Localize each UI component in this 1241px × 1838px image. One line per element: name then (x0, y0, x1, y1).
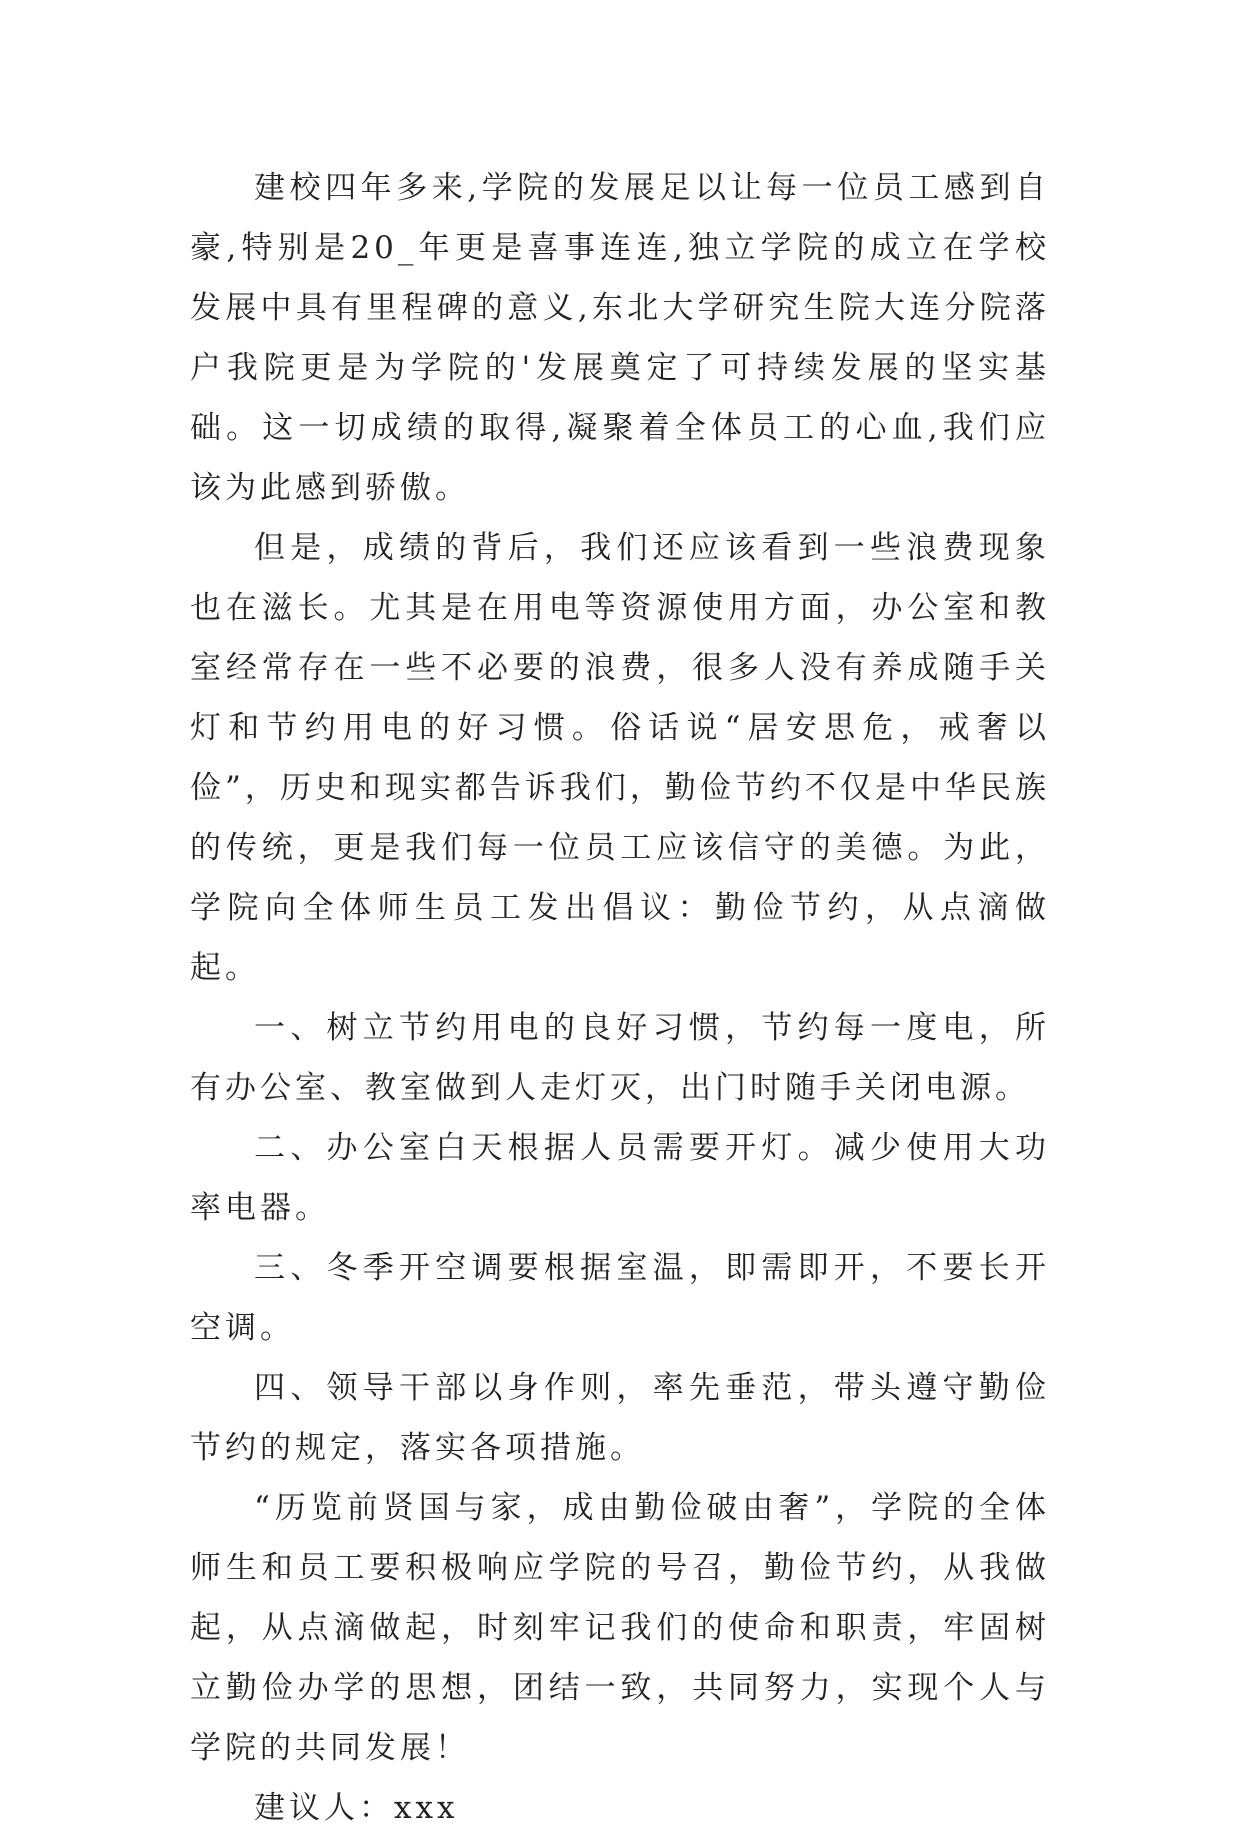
paragraph-item-four: 四、领导干部以身作则，率先垂范，带头遵守勤俭节约的规定，落实各项措施。 (190, 1370, 1050, 1466)
signature-line: 建议人：xxx (254, 1790, 459, 1826)
document-body (190, 158, 1050, 1838)
paragraph-achievements: 建校四年多来,学院的发展足以让每一位员工感到自豪,特别是20_年更是喜事连连,独立学院的成立在学校发展中具有里程碑的意义,东北大学研究生院大连分院落户我院更是为学院的'发展奠定了可持续发展的坚实基础。这一切成绩的取得,凝聚着全体员工的心血,我们应该为此感到骄傲。 (190, 170, 1050, 506)
paragraph-item-two: 二、办公室白天根据人员需要开灯。减少使用大功率电器。 (190, 1130, 1050, 1226)
paragraph-item-one: 一、树立节约用电的良好习惯，节约每一度电，所有办公室、教室做到人走灯灭，出门时随手关闭电源。 (190, 1010, 1050, 1106)
paragraph-closing: “历览前贤国与家，成由勤俭破由奢”，学院的全体师生和员工要积极响应学院的号召，勤俭节约，从我做起，从点滴做起，时刻牢记我们的使命和职责，牢固树立勤俭办学的思想，团结一致，共同努力，实现个人与学院的共同发展！ (190, 1490, 1050, 1766)
paragraph-waste-initiative: 但是，成绩的背后，我们还应该看到一些浪费现象也在滋长。尤其是在用电等资源使用方面，办公室和教室经常存在一些不必要的浪费，很多人没有养成随手关灯和节约用电的好习惯。俗话说“居安思危，戒奢以俭”，历史和现实都告诉我们，勤俭节约不仅是中华民族的传统，更是我们每一位员工应该信守的美德。为此，学院向全体师生员工发出倡议：勤俭节约，从点滴做起。 (190, 530, 1050, 986)
paragraph-item-three: 三、冬季开空调要根据室温，即需即开，不要长开空调。 (190, 1250, 1050, 1346)
